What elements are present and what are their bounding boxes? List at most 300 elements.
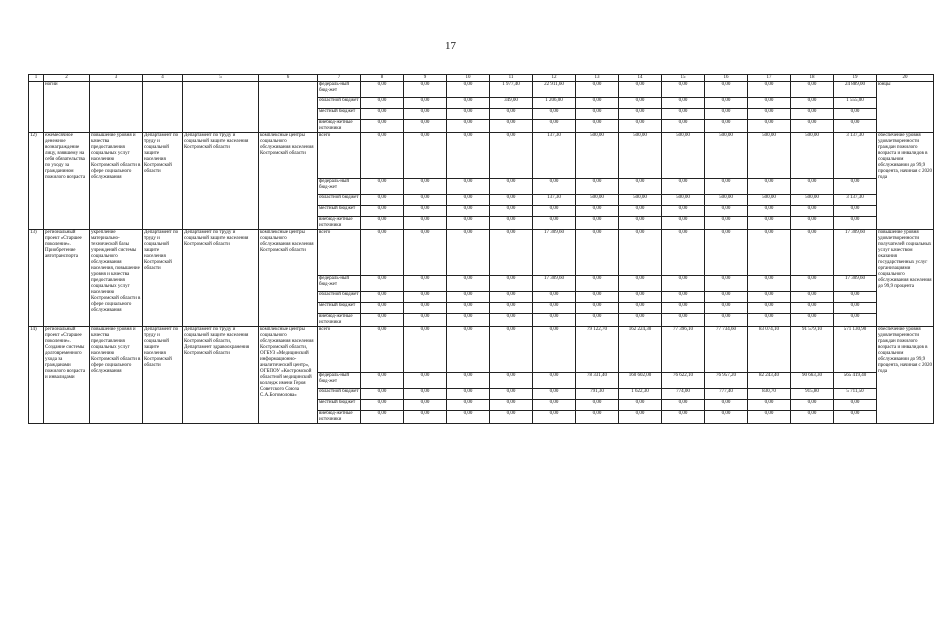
value-cell: 0,00 [447,206,490,217]
value-cell: 1 206,00 [533,98,576,109]
value-cell: 0,00 [447,292,490,303]
budget-source-label: областной бюджет [318,389,361,400]
column-number-cell: 2 [44,75,90,82]
value-cell: 0,00 [705,292,748,303]
measure-goal-cell: повышение уровня и качества предоставления социальных услуг населению Костромской области в сфере социального обслуживания [90,133,143,230]
value-cell: 0,00 [576,206,619,217]
value-cell: 0,00 [361,109,404,120]
blank-cell [183,82,259,133]
measure-name-cell: ногии [44,82,90,133]
value-cell: 0,00 [791,314,834,327]
executor-cell: комплексные центры социального обслуживания населения Костромской области [259,230,318,327]
value-cell: 500,00 [619,133,662,179]
value-cell: 0,00 [662,276,705,292]
value-cell: 0,00 [490,400,533,411]
value-cell: 0,00 [705,120,748,133]
value-cell: 0,00 [576,292,619,303]
value-cell: 0,00 [662,314,705,327]
value-cell: 0,00 [404,389,447,400]
column-number-cell: 14 [619,75,662,82]
value-cell: 0,00 [748,292,791,303]
value-cell: 17 309,60 [834,276,877,292]
value-cell: 0,00 [490,179,533,195]
value-cell: 90 663,30 [791,373,834,389]
value-cell: 162 224,30 [619,327,662,373]
value-cell: 0,00 [705,314,748,327]
value-cell: 0,00 [748,179,791,195]
value-cell: 0,00 [662,230,705,276]
value-cell: 0,00 [662,206,705,217]
value-cell: 0,00 [404,314,447,327]
value-cell: 0,00 [791,411,834,424]
value-cell: 0,00 [447,276,490,292]
value-cell: 0,00 [791,82,834,98]
value-cell: 0,00 [361,82,404,98]
value-cell: 0,00 [404,400,447,411]
column-number-cell: 17 [748,75,791,82]
value-cell: 0,00 [748,98,791,109]
value-cell: 0,00 [748,276,791,292]
value-cell: 5 711,50 [834,389,877,400]
value-cell: 0,00 [490,373,533,389]
value-cell: 0,00 [705,179,748,195]
value-cell: 0,00 [576,217,619,230]
value-cell: 1 622,30 [619,389,662,400]
column-number-cell: 1 [29,75,44,82]
value-cell: 0,00 [662,303,705,314]
value-cell: 0,00 [404,292,447,303]
budget-source-label: всего [318,133,361,179]
value-cell: 0,00 [404,82,447,98]
value-cell: 0,00 [834,400,877,411]
column-number-cell: 8 [361,75,404,82]
budget-source-label: федераль-ный бюд-жет [318,373,361,389]
value-cell: 0,00 [576,120,619,133]
measure-name-cell: региональный проект «Старшее поколение». Создание системы долговременного ухода за гражданами пожилого возраста и инвалидами [44,327,90,424]
value-cell: 0,00 [404,276,447,292]
value-cell: 0,00 [490,303,533,314]
value-cell: 160 602,00 [619,373,662,389]
value-cell: 0,00 [791,98,834,109]
value-cell: 0,00 [404,373,447,389]
value-cell: 0,00 [748,217,791,230]
value-cell: 0,00 [404,230,447,276]
column-number-cell: 16 [705,75,748,82]
value-cell: 0,00 [447,230,490,276]
column-number-cell: 15 [662,75,705,82]
column-number-cell: 13 [576,75,619,82]
value-cell: 0,00 [361,389,404,400]
value-cell: 0,00 [576,400,619,411]
column-number-cell: 7 [318,75,361,82]
value-cell: 0,00 [662,98,705,109]
program-financing-table [28,74,934,424]
measure-goal-cell: укрепление материально-технической базы учреждений системы социального обслуживания населения, повышение уровня и качества предоставления социальных услуг населению Костромской области в сфере социального обслуживания [90,230,143,327]
column-number-cell: 6 [259,75,318,82]
value-cell: 0,00 [791,230,834,276]
value-cell: 0,00 [361,303,404,314]
column-number-cell: 3 [90,75,143,82]
value-cell: 0,00 [619,230,662,276]
value-cell: 0,00 [662,120,705,133]
value-cell: 0,00 [576,314,619,327]
value-cell: 0,00 [791,120,834,133]
value-cell: 0,00 [662,82,705,98]
value-cell: 0,00 [447,82,490,98]
value-cell: 349,00 [490,98,533,109]
value-cell: 0,00 [490,230,533,276]
value-cell: 0,00 [619,217,662,230]
value-cell: 0,00 [576,411,619,424]
value-cell: 0,00 [490,314,533,327]
value-cell: 0,00 [705,230,748,276]
blank-cell [29,82,44,133]
value-cell: 0,00 [533,400,576,411]
column-number-cell: 19 [834,75,877,82]
value-cell: 22 911,60 [533,82,576,98]
budget-source-label: местный бюджет [318,206,361,217]
value-cell: 0,00 [447,179,490,195]
value-cell: 0,00 [533,314,576,327]
value-cell: 0,00 [404,206,447,217]
value-cell: 0,00 [447,327,490,373]
value-cell: 0,00 [705,400,748,411]
value-cell: 0,00 [533,292,576,303]
value-cell: 0,00 [705,303,748,314]
value-cell: 0,00 [447,195,490,206]
value-cell: 83 074,10 [748,327,791,373]
value-cell: 0,00 [619,82,662,98]
value-cell: 0,00 [361,217,404,230]
value-cell: 0,00 [791,109,834,120]
value-cell: 0,00 [533,217,576,230]
value-cell: 0,00 [490,292,533,303]
value-cell: 0,00 [791,400,834,411]
value-cell: 0,00 [361,230,404,276]
value-cell: 0,00 [791,217,834,230]
value-cell: 0,00 [619,400,662,411]
coexecutor-cell: Департамент по труду и социальной защите населения Костромской области [183,133,259,230]
value-cell: 0,00 [662,179,705,195]
value-cell: 17 309,60 [533,230,576,276]
value-cell: 0,00 [705,276,748,292]
value-cell: 0,00 [533,411,576,424]
budget-source-label: внебюд-жетные источники [318,314,361,327]
value-cell: 0,00 [490,195,533,206]
value-cell: 0,00 [834,206,877,217]
page-number: 17 [445,40,456,52]
value-cell: 0,00 [447,400,490,411]
value-cell: 500,00 [619,195,662,206]
value-cell: 0,00 [361,276,404,292]
value-cell: 0,00 [447,314,490,327]
value-cell: 774,00 [662,389,705,400]
value-cell: 0,00 [748,82,791,98]
value-cell: 0,00 [533,120,576,133]
budget-source-label: всего [318,327,361,373]
value-cell: 0,00 [361,327,404,373]
value-cell: 0,00 [361,400,404,411]
budget-source-label: федераль-ный бюд-жет [318,82,361,98]
value-cell: 0,00 [576,230,619,276]
value-cell: 17 309,60 [834,230,877,276]
column-number-cell: 9 [404,75,447,82]
blank-cell [143,82,183,133]
value-cell: 0,00 [662,109,705,120]
value-cell: 0,00 [361,98,404,109]
value-cell: 0,00 [748,206,791,217]
state-customer-cell: Департамент по труду и социальной защите населения Костромской области [143,133,183,230]
budget-source-label: местный бюджет [318,109,361,120]
value-cell: 76 957,20 [705,373,748,389]
value-cell: 0,00 [404,109,447,120]
value-cell: 0,00 [361,373,404,389]
value-cell: 24 889,00 [834,82,877,98]
value-cell: 17 309,60 [533,276,576,292]
value-cell: 0,00 [447,133,490,179]
budget-source-label: областной бюджет [318,98,361,109]
value-cell: 3 137,30 [834,133,877,179]
value-cell: 0,00 [490,389,533,400]
value-cell: 0,00 [447,411,490,424]
row-number-cell: 14) [29,327,44,424]
column-number-cell: 4 [143,75,183,82]
value-cell: 0,00 [705,411,748,424]
value-cell: 0,00 [748,109,791,120]
budget-source-label: внебюд-жетные источники [318,411,361,424]
value-cell: 0,00 [748,314,791,327]
value-cell: 0,00 [791,303,834,314]
value-cell: 0,00 [791,292,834,303]
value-cell: 0,00 [662,400,705,411]
value-cell: 0,00 [447,217,490,230]
value-cell: 78 331,40 [576,373,619,389]
value-cell: 137,30 [533,195,576,206]
state-customer-cell: Департамент по труду и социальной защите населения Костромской области [143,230,183,327]
blank-cell [259,82,318,133]
measure-total-row [29,327,934,373]
value-cell: 0,00 [619,109,662,120]
value-cell: 571 130,90 [834,327,877,373]
value-cell: 0,00 [705,109,748,120]
column-number-cell: 20 [877,75,934,82]
value-cell: 0,00 [748,411,791,424]
coexecutor-cell: Департамент по труду и социальной защите населения Костромской области [183,230,259,327]
value-cell: 0,00 [576,276,619,292]
value-cell: 0,00 [361,314,404,327]
value-cell: 76 622,10 [662,373,705,389]
value-cell: 0,00 [490,206,533,217]
value-cell: 77 396,10 [662,327,705,373]
measure-name-cell: региональный проект «Старшее поколение». Приобретение автотранспорта [44,230,90,327]
budget-source-label: местный бюджет [318,303,361,314]
expected-result-cell: обеспечение уровня удовлетворенности граждан пожилого возраста и инвалидов в социальном обслуживании до 99,9 процента, начиная с 2020 года [877,133,934,230]
value-cell: 0,00 [705,82,748,98]
value-cell: 0,00 [361,206,404,217]
value-cell: 0,00 [576,303,619,314]
value-cell: 500,00 [705,195,748,206]
value-cell: 1 555,00 [834,98,877,109]
value-cell: 0,00 [834,120,877,133]
value-cell: 0,00 [619,179,662,195]
value-cell: 0,00 [834,314,877,327]
value-cell: 0,00 [834,179,877,195]
measure-goal-cell: повышение уровня и качества предоставления социальных услуг населению Костромской области в сфере социального обслуживания [90,327,143,424]
value-cell: 0,00 [490,217,533,230]
expected-result-cell: повышение уровня удовлетворенности получателей социальных услуг качеством оказания государственных услуг организациями социального обслуживания населения до 99,9 процента [877,230,934,327]
value-cell: 0,00 [748,400,791,411]
value-cell: 0,00 [533,373,576,389]
value-cell: 0,00 [447,303,490,314]
value-cell: 0,00 [404,303,447,314]
value-cell: 91 579,10 [791,327,834,373]
value-cell: 0,00 [619,292,662,303]
value-cell: 500,00 [791,133,834,179]
value-cell: 500,00 [662,133,705,179]
executor-cell: комплексные центры социального обслуживания населения Костромской области [259,133,318,230]
value-cell: 0,00 [705,217,748,230]
column-number-cell: 12 [533,75,576,82]
value-cell: 0,00 [361,120,404,133]
row-number-cell: 13) [29,230,44,327]
value-cell: 0,00 [533,179,576,195]
value-cell: 0,00 [748,303,791,314]
blank-cell [90,82,143,133]
column-number-cell: 10 [447,75,490,82]
value-cell: 0,00 [404,133,447,179]
value-cell: 915,80 [791,389,834,400]
value-cell: 3 137,30 [834,195,877,206]
value-cell: 0,00 [791,206,834,217]
value-cell: 0,00 [533,206,576,217]
budget-source-label: федераль-ный бюд-жет [318,276,361,292]
value-cell: 0,00 [404,179,447,195]
coexecutor-cell: Департамент по труду и социальной защите населения Костромской области, Департамент здравоохранения Костромской области [183,327,259,424]
value-cell: 0,00 [748,120,791,133]
value-cell: 0,00 [447,389,490,400]
value-cell: 0,00 [834,292,877,303]
state-customer-cell: Департамент по труду и социальной защите населения Костромской области [143,327,183,424]
value-cell: 0,00 [404,120,447,133]
measure-total-row [29,133,934,179]
value-cell: 0,00 [490,276,533,292]
value-cell: 0,00 [662,411,705,424]
value-cell: 0,00 [447,98,490,109]
value-cell: 500,00 [576,195,619,206]
value-cell: 0,00 [576,98,619,109]
executor-cell: комплексные центры социального обслуживания населения Костромской области, ОГБУЗ «Медицинский информационно-аналитический центр», ОГБПОУ «Костромской областной медицинский колледж имени Героя Советского Союза С.А.Богомолова» [259,327,318,424]
value-cell: 500,00 [748,133,791,179]
value-cell: 0,00 [533,303,576,314]
value-cell: 0,00 [619,98,662,109]
value-cell: 565 419,40 [834,373,877,389]
row-number-cell: 12) [29,133,44,230]
value-cell: 79 122,70 [576,327,619,373]
value-cell: 0,00 [619,206,662,217]
value-cell: 830,70 [748,389,791,400]
value-cell: 0,00 [490,109,533,120]
value-cell: 0,00 [576,82,619,98]
value-cell: 0,00 [404,98,447,109]
value-cell: 0,00 [619,303,662,314]
value-cell: 500,00 [748,195,791,206]
value-cell: 1 977,40 [490,82,533,98]
value-cell: 0,00 [834,217,877,230]
budget-source-label: внебюд-жетные источники [318,217,361,230]
value-cell: 0,00 [404,195,447,206]
value-cell: 777,40 [705,389,748,400]
budget-source-label: областной бюджет [318,292,361,303]
value-cell: 0,00 [447,120,490,133]
continuation-row [29,82,934,98]
value-cell: 0,00 [490,120,533,133]
value-cell: 0,00 [576,109,619,120]
value-cell: 0,00 [619,276,662,292]
column-number-cell: 5 [183,75,259,82]
value-cell: 0,00 [748,230,791,276]
measure-total-row [29,230,934,276]
expected-result-cell: юнцы [877,82,934,133]
budget-source-label: федераль-ный бюд-жет [318,179,361,195]
value-cell: 0,00 [705,98,748,109]
value-cell: 0,00 [705,206,748,217]
value-cell: 0,00 [361,133,404,179]
column-number-cell: 11 [490,75,533,82]
budget-source-label: внебюд-жетные источники [318,120,361,133]
value-cell: 0,00 [619,120,662,133]
value-cell: 500,00 [705,133,748,179]
column-number-cell: 18 [791,75,834,82]
measure-name-cell: ежемесячное денежное вознаграждение лицу, взявшему на себя обязательства по уходу за гражданином пожилого возраста [44,133,90,230]
expected-result-cell: обеспечение уровня удовлетворенности граждан пожилого возраста и инвалидов в социальном обслуживании до 99,9 процента, начиная с 2020 года [877,327,934,424]
value-cell: 0,00 [361,195,404,206]
value-cell: 0,00 [361,292,404,303]
value-cell: 500,00 [576,133,619,179]
value-cell: 0,00 [834,109,877,120]
value-cell: 82 243,40 [748,373,791,389]
value-cell: 0,00 [533,389,576,400]
value-cell: 500,00 [791,195,834,206]
value-cell: 0,00 [361,179,404,195]
value-cell: 0,00 [447,373,490,389]
value-cell: 0,00 [619,411,662,424]
value-cell: 791,30 [576,389,619,400]
value-cell: 0,00 [834,411,877,424]
value-cell: 0,00 [791,276,834,292]
value-cell: 0,00 [361,411,404,424]
budget-source-label: местный бюджет [318,400,361,411]
value-cell: 0,00 [619,314,662,327]
value-cell: 0,00 [791,179,834,195]
budget-source-label: областной бюджет [318,195,361,206]
column-number-row [29,75,934,82]
value-cell: 0,00 [662,292,705,303]
value-cell: 0,00 [576,179,619,195]
value-cell: 0,00 [834,303,877,314]
value-cell: 0,00 [490,327,533,373]
budget-source-label: всего [318,230,361,276]
value-cell: 0,00 [404,411,447,424]
value-cell: 77 734,60 [705,327,748,373]
value-cell: 0,00 [533,109,576,120]
value-cell: 0,00 [490,411,533,424]
value-cell: 0,00 [404,327,447,373]
value-cell: 0,00 [662,217,705,230]
value-cell: 500,00 [662,195,705,206]
value-cell: 0,00 [533,327,576,373]
value-cell: 0,00 [404,217,447,230]
value-cell: 0,00 [490,133,533,179]
